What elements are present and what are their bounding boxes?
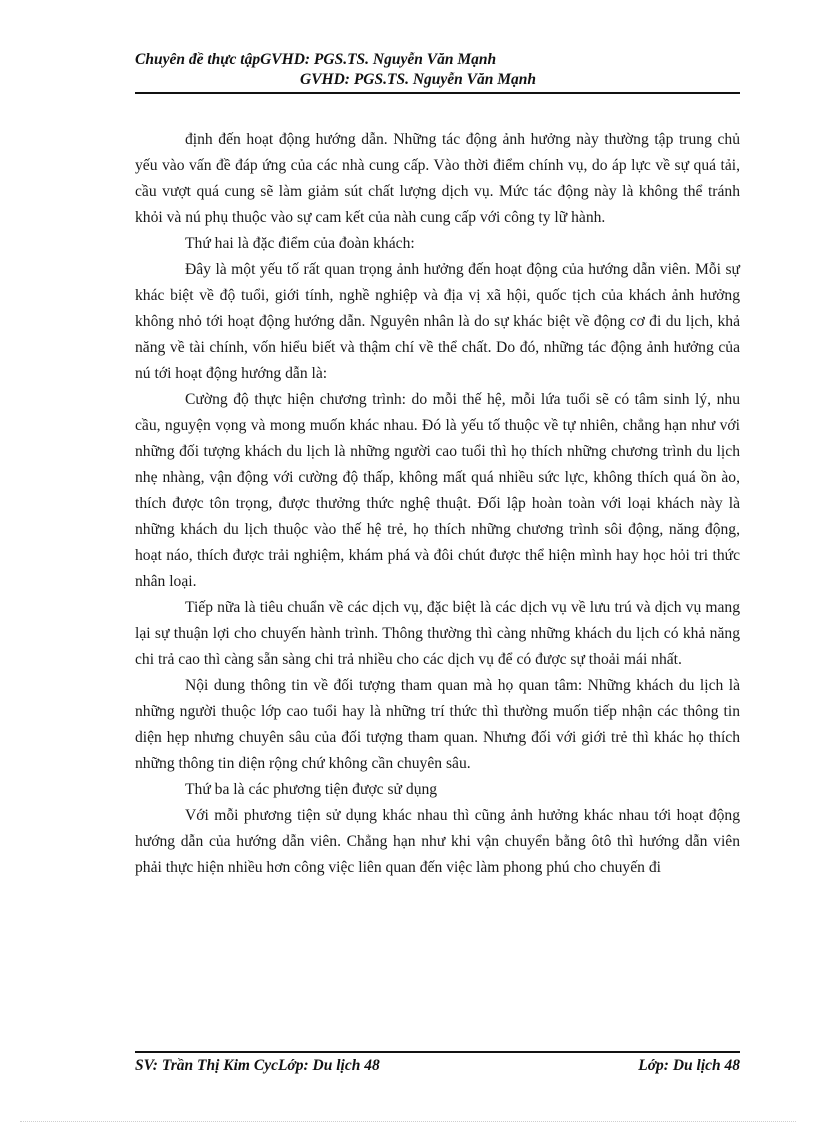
header-line-2: GVHD: PGS.TS. Nguyễn Văn Mạnh [300, 71, 536, 88]
footer-rule [135, 1051, 740, 1053]
paragraph-7: Thứ ba là các phương tiện được sử dụng [185, 781, 438, 798]
page-header [135, 50, 740, 90]
paragraph-1: định đến hoạt động hướng dẫn. Những tác động ảnh hưởng này thường tập trung chủ yếu vào vấn đề đáp ứng của các nhà cung cấp. Vào thời điểm chính vụ, do áp lực về sự quá tải, cầu vượt quá cung sẽ làm giảm sút chất lượng dịch vụ. Mức tác động này là không thể tránh khỏi và nú phụ thuộc vào sự cam kết của nàh cung cấp với công ty lữ hành. [135, 131, 740, 226]
document-body [135, 127, 740, 881]
footer-class: Lớp: Du lịch 48 [638, 1057, 740, 1074]
header-rule [135, 92, 740, 94]
paragraph-2: Thứ hai là đặc điểm của đoàn khách: [185, 235, 415, 252]
footer-student: SV: Trần Thị Kim CycLớp: Du lịch 48 [135, 1057, 380, 1074]
header-line-1: Chuyên đề thực tậpGVHD: PGS.TS. Nguyễn Văn Mạnh [135, 51, 497, 68]
paragraph-6: Nội dung thông tin về đối tượng tham quan mà họ quan tâm: Những khách du lịch là những người thuộc lớp cao tuổi hay là những trí thức thì thường muốn tiếp nhận các thông tin diện hẹp nhưng chuyên sâu của đối tượng tham quan. Nhưng đối với giới trẻ thì khác họ thích những thông tin diện rộng chứ không cần chuyên sâu. [135, 677, 740, 772]
paragraph-4: Cường độ thực hiện chương trình: do mỗi thế hệ, mỗi lứa tuổi sẽ có tâm sinh lý, nhu cầu, nguyện vọng và mong muốn khác nhau. Đó là yếu tố thuộc về tự nhiên, chẳng hạn như với những đối tượng khách du lịch là những người cao tuổi thì họ thích những chương trình du lịch nhẹ nhàng, vận động với cường độ thấp, không mất quá nhiều sức lực, không thích quá ồn ào, thích được tôn trọng, được thưởng thức nghệ thuật. Đối lập hoàn toàn với loại khách này là những khách du lịch thuộc vào thế hệ trẻ, họ thích những chương trình sôi động, năng động, hoạt náo, thích được trải nghiệm, khám phá và đôi chút được thể hiện mình hay học hỏi tri thức nhân loại. [135, 391, 740, 590]
paragraph-5: Tiếp nữa là tiêu chuẩn về các dịch vụ, đặc biệt là các dịch vụ về lưu trú và dịch vụ mang lại sự thuận lợi cho chuyến hành trình. Thông thường thì càng những khách du lịch có khả năng chi trả cao thì càng sẵn sàng chi trả nhiều cho các dịch vụ để có được sự thoải mái nhất. [135, 599, 740, 668]
paragraph-3: Đây là một yếu tố rất quan trọng ảnh hưởng đến hoạt động của hướng dẫn viên. Mỗi sự khác biệt về độ tuổi, giới tính, nghề nghiệp và địa vị xã hội, quốc tịch của khách ảnh hưởng không nhỏ tới hoạt động hướng dẫn. Nguyên nhân là do sự khác biệt về động cơ đi du lịch, khả năng về tài chính, vốn hiểu biết và thậm chí về thể chất. Do đó, những tác động ảnh hưởng của nú tới hoạt động hướng dẫn là: [135, 261, 740, 382]
paragraph-8: Với mỗi phương tiện sử dụng khác nhau thì cũng ảnh hưởng khác nhau tới hoạt động hướng dẫn của hướng dẫn viên. Chẳng hạn như khi vận chuyển bằng ôtô thì hướng dẫn viên phải thực hiện nhiều hơn công việc liên quan đến việc làm phong phú cho chuyến đi [135, 807, 740, 876]
page-edge-divider [20, 1121, 796, 1122]
page-footer [135, 1056, 740, 1076]
